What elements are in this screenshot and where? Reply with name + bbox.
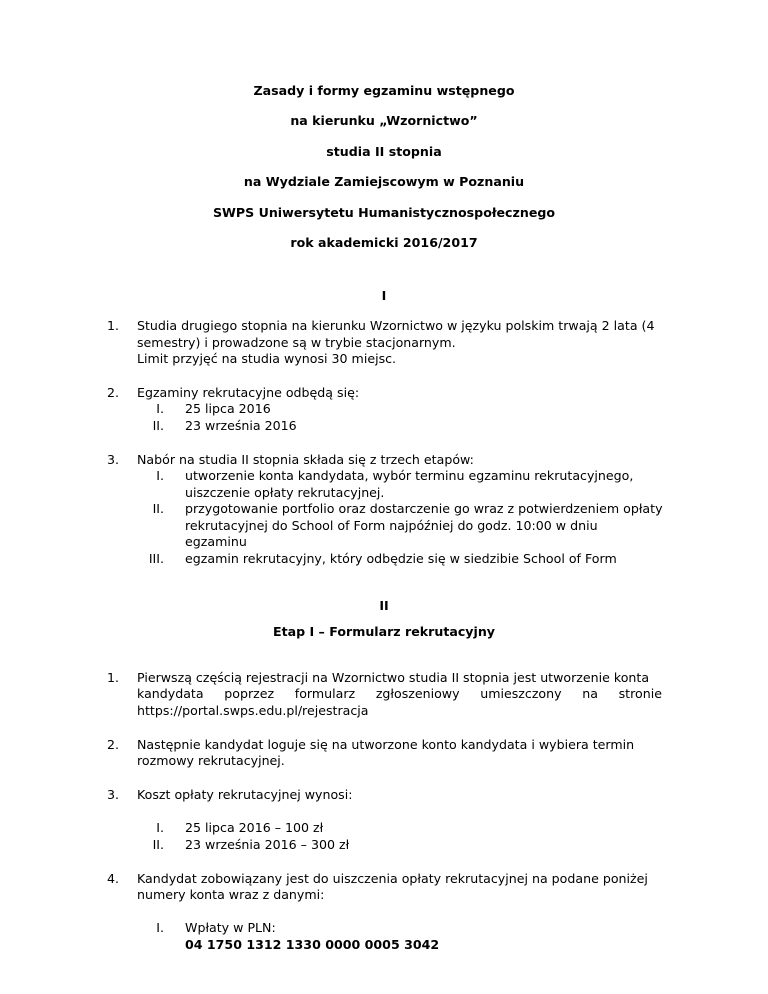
roman-numeral: I.	[156, 468, 164, 483]
roman-numeral: II.	[152, 418, 164, 433]
list-item: egzamin rekrutacyjny, który odbędzie się w siedzibie School of Form	[185, 551, 617, 566]
roman-numeral: II.	[152, 501, 164, 516]
paragraph-line: Egzaminy rekrutacyjne odbędą się:	[137, 385, 360, 400]
roman-numeral: I.	[156, 820, 164, 835]
document-subtitle-level: studia II stopnia	[326, 144, 442, 159]
fee-item: 25 lipca 2016 – 100 zł	[185, 820, 324, 835]
list-number: 4.	[107, 871, 120, 886]
document-title: Zasady i formy egzaminu wstępnego	[253, 83, 515, 98]
roman-numeral: II.	[152, 837, 164, 852]
list-item: egzaminu	[185, 534, 247, 549]
paragraph-line: Nabór na studia II stopnia składa się z trzech etapów:	[137, 452, 474, 467]
roman-numeral: I.	[156, 920, 164, 935]
section-2-subtitle: Etap I – Formularz rekrutacyjny	[272, 624, 496, 639]
list-item: utworzenie konta kandydata, wybór terminu egzaminu rekrutacyjnego,	[185, 468, 634, 483]
registration-url: https://portal.swps.edu.pl/rejestracja	[137, 703, 369, 718]
paragraph-line: rozmowy rekrutacyjnej.	[137, 753, 285, 768]
list-number: 2.	[107, 385, 120, 400]
document-subtitle-university: SWPS Uniwersytetu Humanistycznospołecznego	[212, 205, 556, 220]
list-number: 2.	[107, 737, 120, 752]
list-number: 3.	[107, 787, 120, 802]
list-number: 1.	[107, 318, 120, 333]
paragraph-line: semestry) i prowadzone są w trybie stacjonarnym.	[137, 335, 456, 350]
list-item: 25 lipca 2016	[185, 401, 271, 416]
roman-numeral: I.	[156, 401, 164, 416]
paragraph-line: numery konta wraz z danymi:	[137, 887, 325, 902]
bank-account-number: 04 1750 1312 1330 0000 0005 3042	[185, 937, 440, 952]
paragraph-line: Koszt opłaty rekrutacyjnej wynosi:	[137, 787, 353, 802]
document-subtitle-year: rok akademicki 2016/2017	[290, 235, 478, 250]
paragraph-line-justified: kandydata poprzez formularz zgłoszeniowy umieszczony na stronie	[137, 686, 662, 701]
list-item: uiszczenie opłaty rekrutacyjnej.	[185, 485, 385, 500]
paragraph-line: Kandydat zobowiązany jest do uiszczenia opłaty rekrutacyjnej na podane poniżej	[137, 871, 648, 886]
paragraph-line: Limit przyjęć na studia wynosi 30 miejsc.	[137, 351, 397, 366]
list-number: 3.	[107, 452, 120, 467]
roman-numeral: III.	[148, 551, 164, 566]
list-item: 23 września 2016	[185, 418, 297, 433]
paragraph-line: Pierwszą częścią rejestracji na Wzornictwo studia II stopnia jest utworzenie konta	[137, 670, 650, 685]
paragraph-line: Następnie kandydat loguje się na utworzone konto kandydata i wybiera termin	[137, 737, 635, 752]
section-2-heading: II	[379, 598, 389, 613]
fee-item: 23 września 2016 – 300 zł	[185, 837, 350, 852]
section-1-heading: I	[381, 288, 387, 303]
document-subtitle-program: na kierunku „Wzornictwo”	[290, 113, 478, 128]
list-item: przygotowanie portfolio oraz dostarczenie go wraz z potwierdzeniem opłaty	[185, 501, 663, 516]
list-number: 1.	[107, 670, 120, 685]
payment-label: Wpłaty w PLN:	[185, 920, 276, 935]
list-item: rekrutacyjnej do School of Form najpóźniej do godz. 10:00 w dniu	[185, 518, 598, 533]
paragraph-line: Studia drugiego stopnia na kierunku Wzornictwo w języku polskim trwają 2 lata (4	[137, 318, 655, 333]
document-subtitle-faculty: na Wydziale Zamiejscowym w Poznaniu	[243, 174, 525, 189]
